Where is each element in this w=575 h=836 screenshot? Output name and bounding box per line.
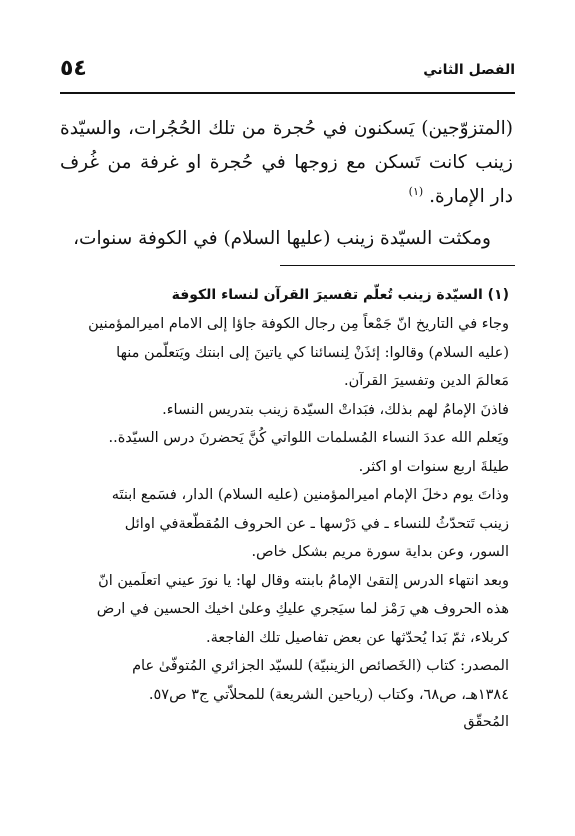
footnote (60, 280, 509, 735)
footnote-line: مَعالمَ الدين وتفسيرَ القرآن. (344, 373, 509, 389)
footnote-source-line: ١٣٨٤هـ، ص٦٨، وكتاب (رياحين الشريعة) للمحلاّتي ج٣ ص٥٧. (148, 686, 509, 703)
footnote-line: السور، وعن بداية سورة مريم بشكل خاص. (251, 544, 509, 560)
footnote-line: هذه الحروف هي رَمْز لما سيَجري عليكِ وعلىٰ اخيك الحسين في ارض (96, 601, 509, 617)
footnote-reference[interactable]: (١) (408, 184, 424, 198)
footnote-line: وبعد انتهاء الدرس إلتقىٰ الإمامُ بابنته وقال لها: يا نورَ عيني اتعلَمين انّ (98, 572, 509, 589)
footnote-line: فاذنَ الإمامُ لهم بذلك، فبَداتْ السيّدة زينب بتدريس النساء. (162, 401, 509, 418)
editor-signature: المُحقّق (463, 714, 509, 730)
footnote-title: (١) السيّدة زينب تُعلّم تفسيرَ القرآن لنساء الكوفة (171, 287, 509, 303)
main-text (60, 112, 513, 256)
footnote-line: ويَعلم الله عددَ النساء المُسلمات اللواتي كُنَّ يَحضرنَ درس السيّدة.. (108, 430, 509, 446)
body-paragraph-2: ومكثت السيّدة زينب (عليها السلام) في الكوفة سنوات، (73, 228, 491, 249)
footnote-line: كربلاء، ثمّ بَدا يُحدّثها عن بعض تفاصيل تلك الفاجعة. (205, 629, 509, 646)
body-paragraph-1-text: (المتزوّجين) يَسكنون في حُجرة من تلك الحُجُرات، والسيّدة زينب كانت تَسكن مع زوجها في حُجرة او غرفة من غُرف دار الإمارة. (60, 118, 513, 207)
page-number: ٥٤ (60, 56, 87, 81)
footnote-line: وذاتَ يوم دخلَ الإمام اميرالمؤمنين (عليه السلام) الدار، فسَمع ابنتَه (111, 487, 509, 503)
body-paragraph-1 (60, 112, 513, 214)
footnote-line: وجاء في التاريخ انّ جَمْعاً مِن رجال الكوفة جاؤا إلى الامام اميرالمؤمنين (88, 316, 509, 332)
footnote-line: طيلةَ اربع سنوات او اكثر. (358, 458, 509, 475)
chapter-title: الفصل الثاني (423, 62, 515, 78)
header-rule (60, 92, 515, 94)
footnote-line: زينب تَتحدّثُ للنساء ـ في دَرْسها ـ عن الحروف المُقطّعةفي اوائل (124, 515, 509, 532)
footnote-separator (280, 265, 515, 266)
page-header (60, 56, 515, 86)
footnote-source-line: المصدر: كتاب (الخَصائص الزينبيّة) للسيّد الجزائري المُتوفّىٰ عام (132, 658, 509, 674)
footnote-line: (عليه السلام) وقالوا: إئذَنْ لِنسائنا كي ياتينَ إلى ابنتك ويَتعلّمن منها (116, 344, 509, 361)
